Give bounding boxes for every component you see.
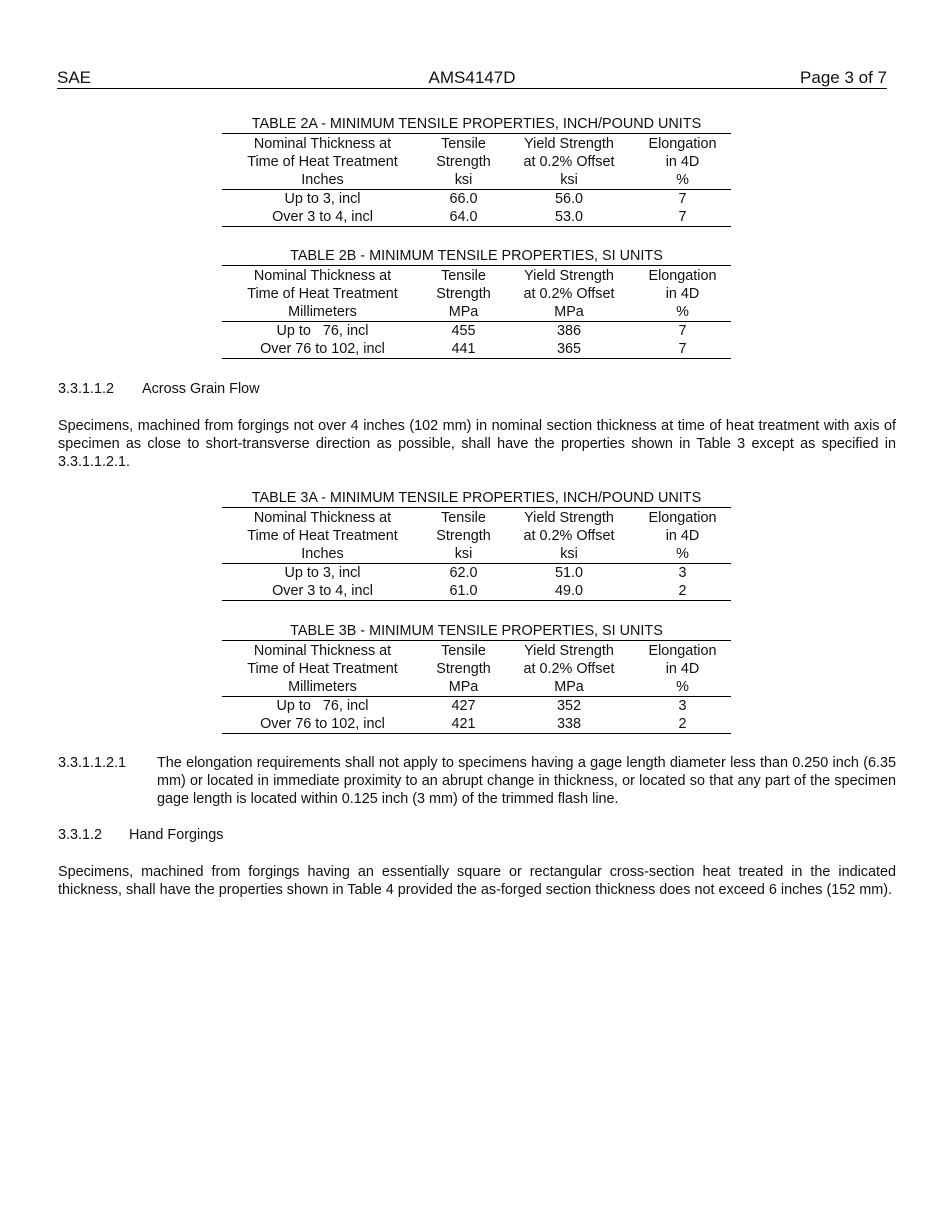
header-cell: Inches [301,172,344,188]
header-cell: MPa [448,304,479,320]
table-cell: 62.0 [449,565,478,581]
table-cell: Over 76 to 102, incl [260,341,385,357]
header-org: SAE [57,68,92,87]
header-cell: Yield Strength [524,268,614,284]
header-cell: Elongation [648,136,717,152]
table-cell: 7 [678,323,687,339]
table-cell: 56.0 [554,191,583,207]
table-cell: 49.0 [554,583,583,599]
table-cell: 386 [556,323,581,339]
header-page-number: Page 3 of 7 [800,68,887,87]
table-3a [222,489,731,601]
note-number: 3.3.1.1.2.1 [58,755,127,771]
table-cell: 3 [678,565,687,581]
table-cell: Up to 76, incl [276,323,369,339]
table-header [222,641,731,697]
header-cell: ksi [560,546,578,562]
table-cell: 455 [451,323,476,339]
table-cell: 64.0 [449,209,478,225]
header-cell: Yield Strength [524,136,614,152]
table-cell: Over 3 to 4, incl [272,209,373,225]
table-title: TABLE 3A - MINIMUM TENSILE PROPERTIES, INCH/POUND UNITS [222,489,731,508]
header-cell: Strength [436,528,491,544]
header-cell: Time of Heat Treatment [247,661,398,677]
table-title: TABLE 2B - MINIMUM TENSILE PROPERTIES, SI UNITS [222,247,731,266]
table-header [222,266,731,322]
section-heading-hand-forgings [58,826,224,844]
header-cell: in 4D [665,528,700,544]
header-cell: Inches [301,546,344,562]
table-cell: 2 [678,583,687,599]
header-cell: % [676,679,689,695]
section-title: Hand Forgings [129,827,224,843]
header-cell: % [676,546,689,562]
header-cell: Tensile [441,136,486,152]
header-cell: Nominal Thickness at [253,268,392,284]
page-header [57,68,887,89]
table-cell: 365 [556,341,581,357]
table-2a [222,115,731,227]
table-header [222,134,731,190]
header-cell: % [676,304,689,320]
header-cell: Time of Heat Treatment [247,528,398,544]
header-doc-number: AMS4147D [428,68,516,87]
table-cell: 352 [556,698,581,714]
table-cell: 441 [451,341,476,357]
table-body [222,190,731,227]
header-cell: in 4D [665,661,700,677]
table-cell: 51.0 [554,565,583,581]
table-cell: 338 [556,716,581,732]
table-3b [222,622,731,734]
table-cell: 3 [678,698,687,714]
header-cell: MPa [448,679,479,695]
table-cell: 7 [678,341,687,357]
header-cell: Tensile [441,510,486,526]
paragraph-across-grain-flow: Specimens, machined from forgings not over 4 inches (102 mm) in nominal section thickness at time of heat treatment with axis of specimen as close to short-transverse direction as possible, shall have the properties shown in Table 3 except as specified in 3.3.1.1.2.1. [58,418,896,470]
section-heading-across-grain-flow [58,380,260,398]
header-cell: Time of Heat Treatment [247,286,398,302]
header-cell: MPa [554,679,584,695]
table-body [222,322,731,359]
table-2b [222,247,731,359]
table-cell: 7 [678,191,687,207]
section-number: 3.3.1.1.2 [58,381,115,397]
table-cell: 61.0 [449,583,478,599]
header-cell: Elongation [648,268,717,284]
header-cell: ksi [454,172,473,188]
table-cell: 421 [451,716,476,732]
header-cell: Millimeters [288,304,357,320]
header-cell: in 4D [665,154,700,170]
header-cell: ksi [560,172,578,188]
header-cell: in 4D [665,286,700,302]
header-cell: Strength [436,154,491,170]
header-cell: Millimeters [288,679,357,695]
section-title: Across Grain Flow [142,381,260,397]
note-elongation-requirements [58,754,896,808]
table-cell: 66.0 [449,191,478,207]
table-cell: 7 [678,209,687,225]
table-cell: 53.0 [554,209,583,225]
header-cell: at 0.2% Offset [523,154,615,170]
header-cell: Yield Strength [524,643,614,659]
header-cell: Strength [436,286,491,302]
header-cell: Strength [436,661,491,677]
table-body [222,564,731,601]
note-text: The elongation requirements shall not apply to specimens having a gage length diameter less than 0.250 inch (6.35 mm) or located in immediate proximity to an abrupt change in thickness, or located so that any part of the specimen gage length is located within 0.125 inch (3 mm) of the trimmed flash line. [157,755,896,807]
table-cell: Up to 3, incl [284,191,361,207]
header-cell: Tensile [441,268,486,284]
header-cell: Elongation [648,643,717,659]
header-cell: at 0.2% Offset [523,286,615,302]
table-title: TABLE 2A - MINIMUM TENSILE PROPERTIES, INCH/POUND UNITS [222,115,731,134]
table-cell: Up to 3, incl [284,565,361,581]
table-body [222,697,731,734]
header-cell: % [676,172,689,188]
table-header [222,508,731,564]
section-number: 3.3.1.2 [58,827,103,843]
header-cell: Time of Heat Treatment [247,154,398,170]
table-title: TABLE 3B - MINIMUM TENSILE PROPERTIES, SI UNITS [222,622,731,641]
table-cell: Over 76 to 102, incl [260,716,385,732]
table-cell: Up to 76, incl [276,698,369,714]
header-cell: Nominal Thickness at [253,136,392,152]
table-cell: Over 3 to 4, incl [272,583,373,599]
header-cell: MPa [554,304,584,320]
header-cell: at 0.2% Offset [523,661,615,677]
header-cell: Tensile [441,643,486,659]
paragraph-hand-forgings: Specimens, machined from forgings having an essentially square or rectangular cross-section heat treated in the indicated thickness, shall have the properties shown in Table 4 provided the as-forged section thickness does not exceed 6 inches (152 mm). [58,864,896,898]
header-cell: Elongation [648,510,717,526]
header-cell: at 0.2% Offset [523,528,615,544]
header-cell: Yield Strength [524,510,614,526]
header-cell: Nominal Thickness at [253,510,392,526]
header-cell: ksi [454,546,473,562]
table-cell: 2 [678,716,687,732]
table-cell: 427 [451,698,476,714]
header-cell: Nominal Thickness at [253,643,392,659]
